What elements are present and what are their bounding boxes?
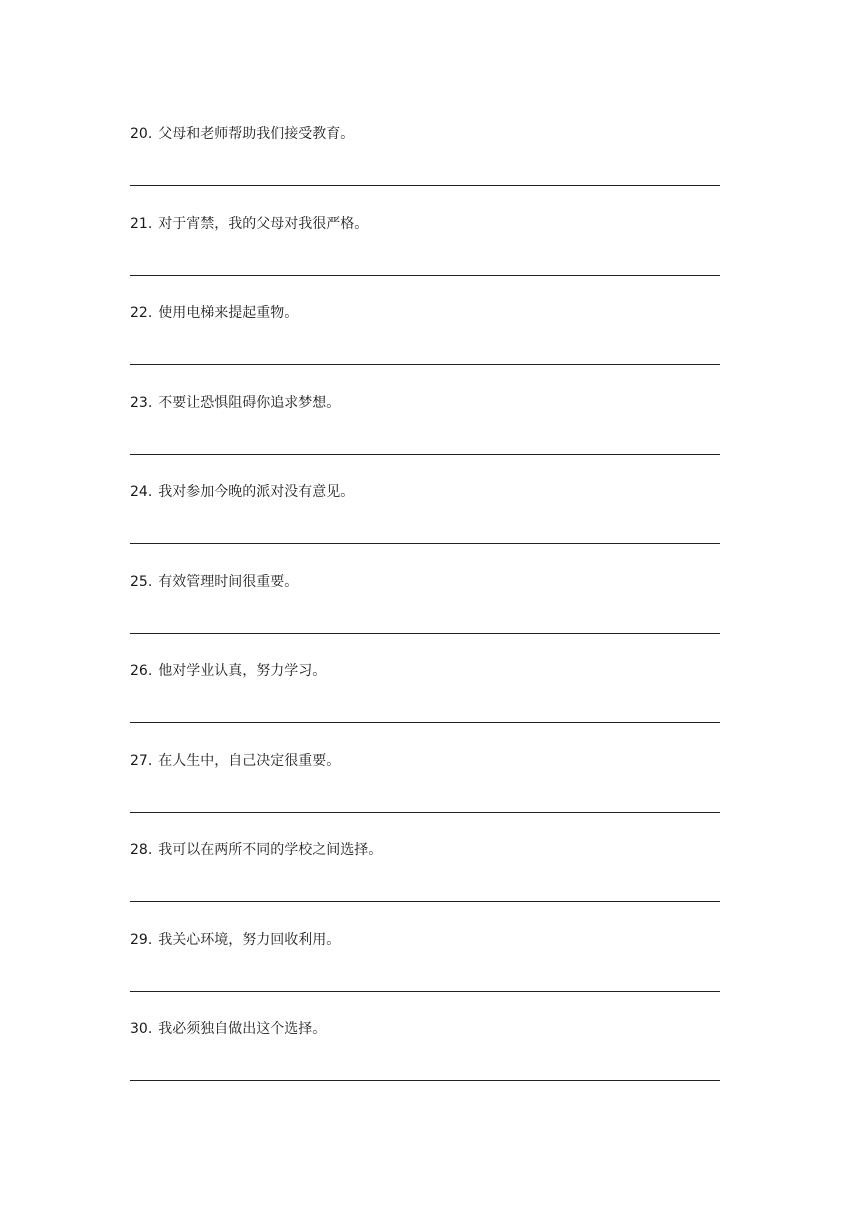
question-number: 26. [130,663,153,679]
question-item [130,391,720,481]
question-sentence: 对于宵禁，我的父母对我很严格。 [158,215,369,232]
question-number: 30. [130,1021,153,1037]
answer-line[interactable] [130,633,720,634]
answer-line[interactable] [130,185,720,186]
question-text [130,122,354,146]
answer-line[interactable] [130,991,720,992]
question-sentence: 不要让恐惧阻碍你追求梦想。 [158,394,341,411]
question-number: 27. [130,752,153,769]
question-sentence: 我对参加今晚的派对没有意见。 [158,484,355,500]
question-text [130,570,298,594]
question-number: 25. [130,573,153,590]
question-list [130,122,720,1107]
question-item [130,749,720,839]
question-number: 23. [130,394,153,411]
question-item [130,570,720,660]
question-sentence: 我可以在两所不同的学校之间选择。 [158,842,383,858]
answer-line[interactable] [130,1080,720,1081]
question-item [130,480,720,570]
question-sentence: 我必须独自做出这个选择。 [158,1021,327,1037]
question-sentence: 在人生中，自己决定很重要。 [158,752,341,769]
answer-line[interactable] [130,454,720,455]
answer-line[interactable] [130,364,720,365]
question-text [130,838,382,862]
question-text [130,301,298,325]
question-text [130,749,340,773]
question-number: 20. [130,126,153,142]
question-sentence: 有效管理时间很重要。 [158,573,299,590]
question-sentence: 他对学业认真，努力学习。 [158,663,327,679]
question-number: 28. [130,842,153,858]
question-sentence: 父母和老师帮助我们接受教育。 [158,126,355,142]
question-item [130,659,720,749]
question-text [130,1017,326,1041]
question-item [130,1017,720,1107]
answer-line[interactable] [130,722,720,723]
question-item [130,838,720,928]
question-text [130,928,340,952]
question-sentence: 使用电梯来提起重物。 [158,305,299,321]
question-text [130,212,368,236]
question-number: 21. [130,215,153,232]
answer-line[interactable] [130,275,720,276]
answer-line[interactable] [130,812,720,813]
question-text [130,480,354,504]
question-text [130,659,326,683]
question-item [130,212,720,302]
question-number: 22. [130,305,153,321]
question-text [130,391,340,415]
question-number: 24. [130,484,153,500]
question-item [130,122,720,212]
answer-line[interactable] [130,543,720,544]
question-item [130,928,720,1018]
question-sentence: 我关心环境，努力回收利用。 [158,931,341,948]
answer-line[interactable] [130,901,720,902]
question-item [130,301,720,391]
question-number: 29. [130,931,153,948]
